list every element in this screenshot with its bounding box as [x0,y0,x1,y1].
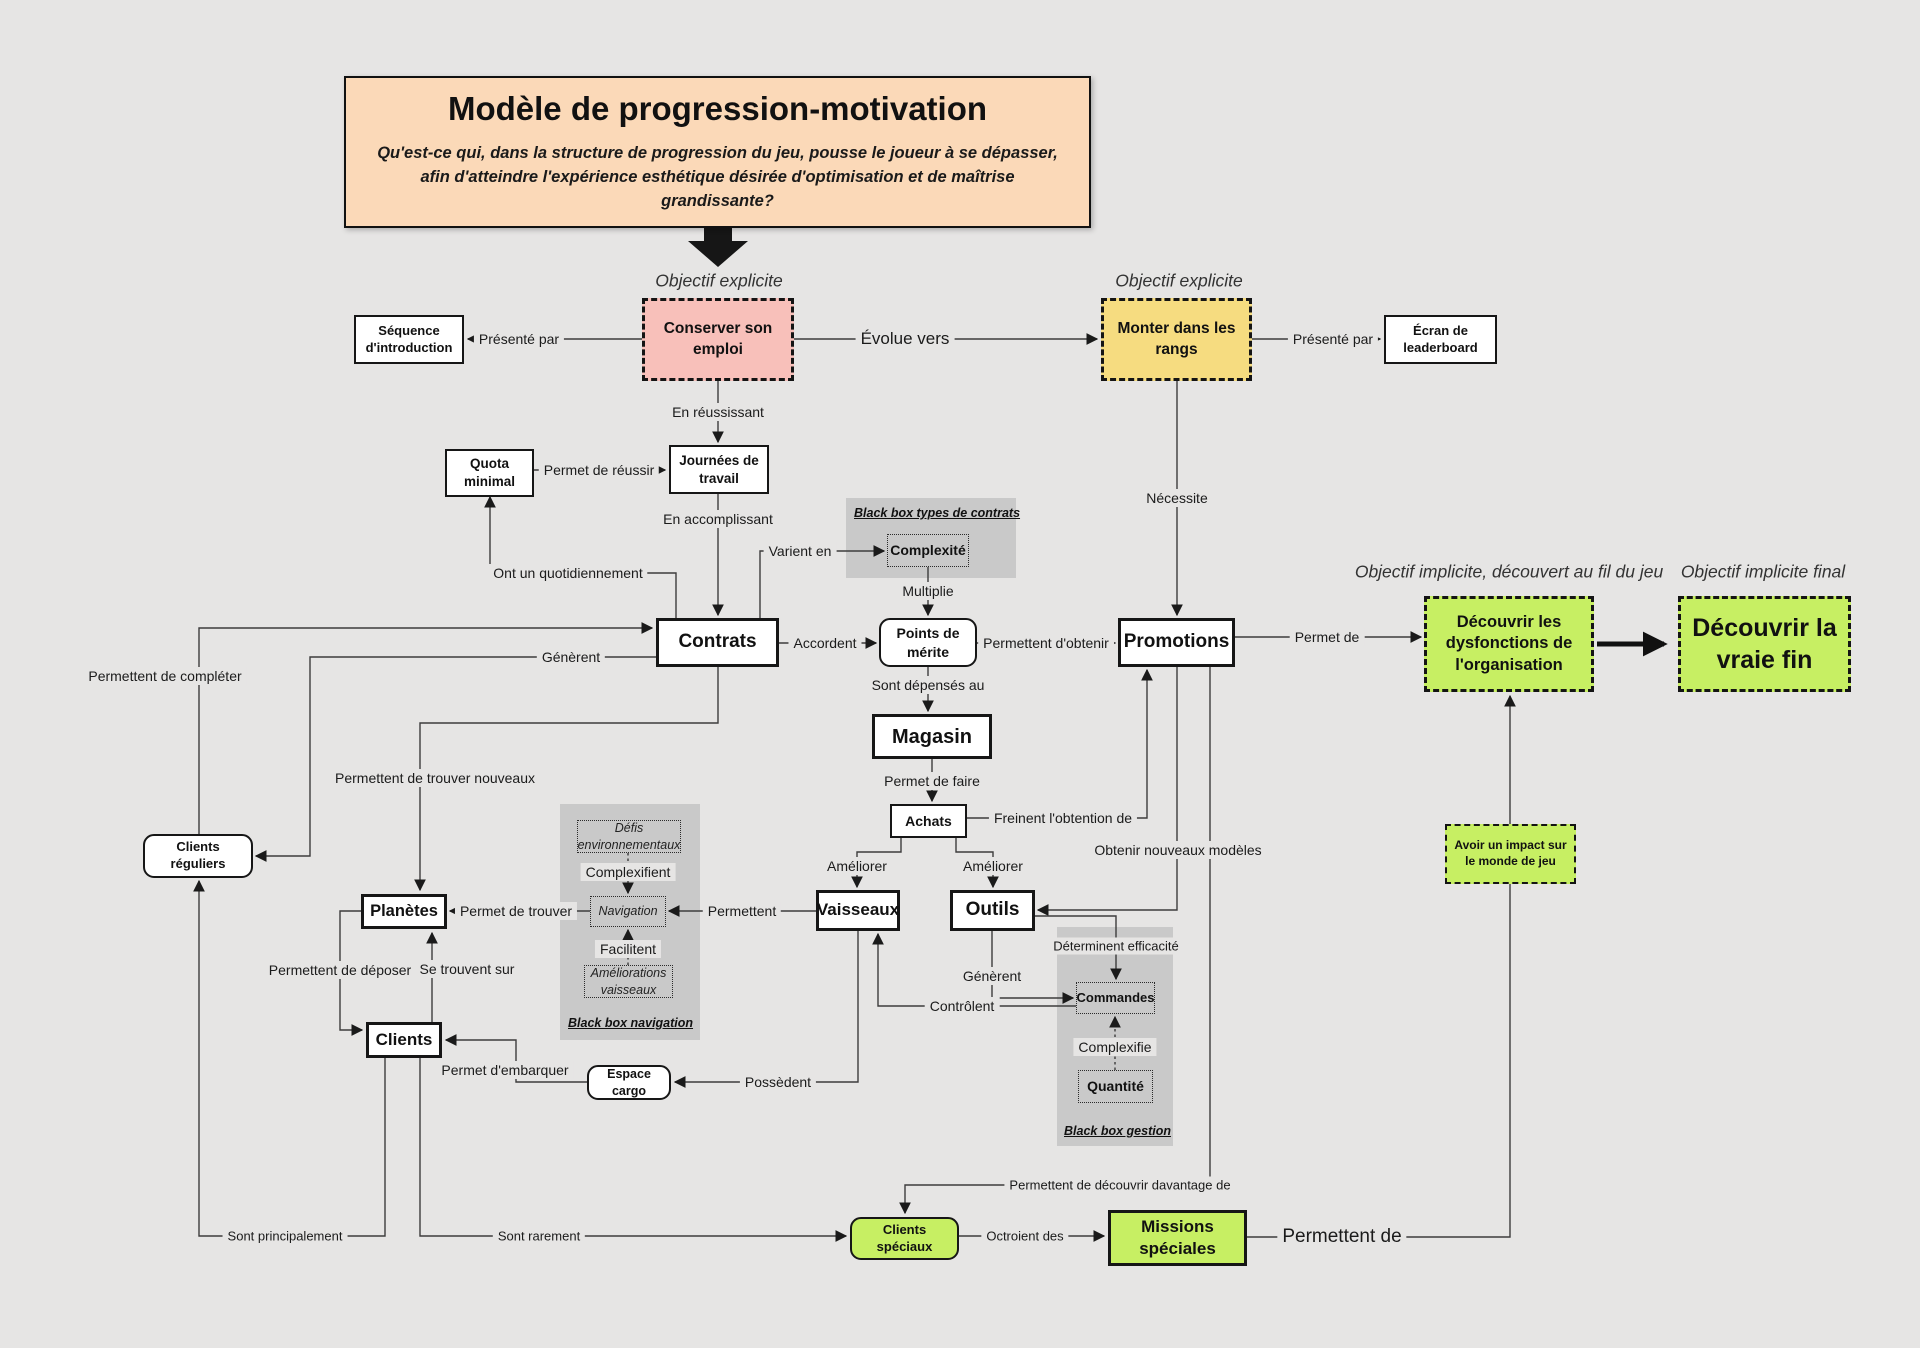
node-label: Améliorations vaisseaux [590,966,667,997]
node-journees-travail [669,445,769,494]
edge-label-se-trouvent-sur: Se trouvent sur [415,960,520,978]
node-label: Contrats [678,631,757,653]
node-clients-reguliers [143,834,253,878]
node-label: Découvrir les dysfonctions de l'organisation [1445,612,1573,674]
edge-label-permettent-deposer: Permettent de déposer [264,961,416,979]
node-decouvrir-dysfonctions [1424,596,1594,692]
node-clients [366,1022,442,1058]
title-box [344,76,1091,228]
edge-label-possedent: Possèdent [740,1073,816,1091]
node-label: Missions spéciales [1139,1216,1216,1258]
node-label: Commandes [1076,989,1155,1005]
edge-label-octroient-des: Octroient des [981,1228,1068,1245]
node-label: Conserver son emploi [663,320,773,358]
diagram-subtitle: Qu'est-ce qui, dans la structure de progression du jeu, pousse le joueur à se dépasser, afin d'atteindre l'expérience esthétique désirée d'optimisation et de maîtrise grandissante? [377,144,1058,210]
edge-label-multiplie: Multiplie [897,582,958,600]
edge-label-sont-rarement: Sont rarement [493,1228,585,1245]
node-points-merite [879,618,977,667]
node-sequence-introduction [354,315,464,364]
node-monter-rangs [1101,298,1252,381]
edge-label-controlent: Contrôlent [925,997,1000,1015]
edge-label-presente-par-gauche: Présenté par [474,330,564,348]
node-label: Planètes [370,901,438,920]
edge-ont-un-quotidiennement [490,497,676,618]
edge-label-sont-principalement: Sont principalement [223,1228,348,1245]
node-label: Points de mérite [896,625,960,660]
node-planetes [361,894,447,929]
node-clients-speciaux [850,1217,959,1260]
edge-label-permet-de-reussir: Permet de réussir [539,461,659,479]
node-ecran-leaderboard [1384,315,1497,364]
node-decouvrir-vraie-fin [1678,596,1851,692]
node-contrats [656,618,779,667]
node-vaisseaux [816,890,900,931]
blackbox-types-contrats-title: Black box types de contrats [854,506,1021,520]
diagram-title: Modèle de progression-motivation [447,90,988,128]
edge-label-complexifient: Complexifient [581,863,676,881]
node-avoir-impact [1445,824,1576,884]
node-promotions [1118,618,1235,667]
edge-label-freinent: Freinent l'obtention de [989,809,1137,827]
node-defis-environnementaux [577,820,681,853]
node-commandes [1076,982,1155,1014]
edge-label-obtenir-modeles: Obtenir nouveaux modèles [1089,841,1266,859]
edge-label-trouver-nouveaux: Permettent de trouver nouveaux [330,769,540,787]
node-magasin [872,714,992,759]
edge-label-en-reussissant: En réussissant [667,403,769,421]
edge-label-permettent-obtenir: Permettent d'obtenir [978,634,1114,652]
edge-label-facilitent: Facilitent [595,940,661,958]
edge-varient-en [760,551,884,618]
edge-label-ameliorer-gauche: Améliorer [822,857,892,875]
node-label: Défis environnementaux [577,821,681,852]
edge-obtenir-modeles [1038,667,1177,910]
objectif-implicite: Objectif implicite, découvert au fil du jeu [1354,561,1664,582]
node-conserver-emploi [642,298,794,381]
edge-label-decouvrir-davantage: Permettent de découvrir davantage de [1004,1177,1235,1194]
edge-label-permettent: Permettent [703,902,781,920]
node-label: Avoir un impact sur le monde de jeu [1454,838,1567,868]
node-label: Espace cargo [607,1067,651,1098]
edge-label-evolue-vers: Évolue vers [856,328,955,350]
edge-label-permettent-completer: Permettent de compléter [83,667,246,685]
edge-permettent-de-final [1247,696,1510,1237]
node-label: Vaisseaux [816,900,900,920]
node-label: Écran de leaderboard [1403,322,1478,355]
edge-label-varient-en: Varient en [764,542,837,560]
node-achats [890,804,967,838]
edge-label-permet-de-trouver: Permet de trouver [455,902,577,920]
node-label: Monter dans les rangs [1117,320,1236,358]
edge-label-accordent: Accordent [788,634,861,652]
edge-label-permet-de-faire: Permet de faire [879,772,985,790]
node-label: Séquence d'introduction [365,322,453,355]
edge-possedent [675,931,858,1082]
edge-label-permet-embarquer: Permet d'embarquer [436,1061,573,1079]
node-quantite [1078,1070,1153,1103]
title-down-arrow [684,228,754,268]
node-label: Découvrir la vraie fin [1692,613,1837,674]
node-label: Navigation [598,904,658,919]
edge-freinent [967,670,1147,818]
edge-label-permettent-de-final: Permettent de [1277,1225,1406,1249]
edge-label-generent: Génèrent [537,648,605,666]
edge-label-presente-par-droite: Présenté par [1288,330,1378,348]
blackbox-gestion-title: Black box gestion [1064,1124,1171,1138]
node-label: Achats [905,812,952,829]
node-label: Clients réguliers [170,839,226,871]
edge-label-en-accomplissant: En accomplissant [658,510,778,528]
edge-sont-principalement [199,881,385,1236]
node-label: Quantité [1087,1078,1144,1095]
edge-label-sont-depenses: Sont dépensés au [867,676,990,694]
node-label: Outils [965,899,1020,921]
node-label: Clients spéciaux [876,1221,933,1254]
node-label: Complexité [890,542,966,559]
node-missions-speciales [1108,1210,1247,1266]
edge-label-generent-commandes: Génèrent [958,967,1026,985]
node-complexite [887,534,969,567]
objectif-explicite-gauche: Objectif explicite [655,270,783,291]
node-navigation [590,896,666,927]
edge-label-ont-un-quotidiennement: Ont un quotidiennement [488,564,647,582]
edge-label-ameliorer-droite: Améliorer [958,857,1028,875]
node-label: Magasin [891,725,973,748]
objectif-implicite-final: Objectif implicite final [1680,561,1846,582]
edge-label-permet-de: Permet de [1290,628,1365,646]
objectif-explicite-droite: Objectif explicite [1115,270,1243,291]
node-label: Journées de travail [679,452,759,486]
node-label: Quota minimal [463,456,515,489]
blackbox-navigation-title: Black box navigation [568,1016,694,1030]
edge-label-necessite: Nécessite [1141,489,1212,507]
node-quota-minimal [445,449,534,497]
node-outils [950,890,1035,931]
node-label: Clients [375,1029,433,1049]
node-ameliorations-vaisseaux [584,965,673,998]
edge-label-determinent: Déterminent efficacité [1048,938,1184,955]
node-label: Promotions [1123,631,1230,653]
edge-label-complexifie: Complexifie [1073,1038,1156,1056]
node-espace-cargo [587,1065,671,1100]
